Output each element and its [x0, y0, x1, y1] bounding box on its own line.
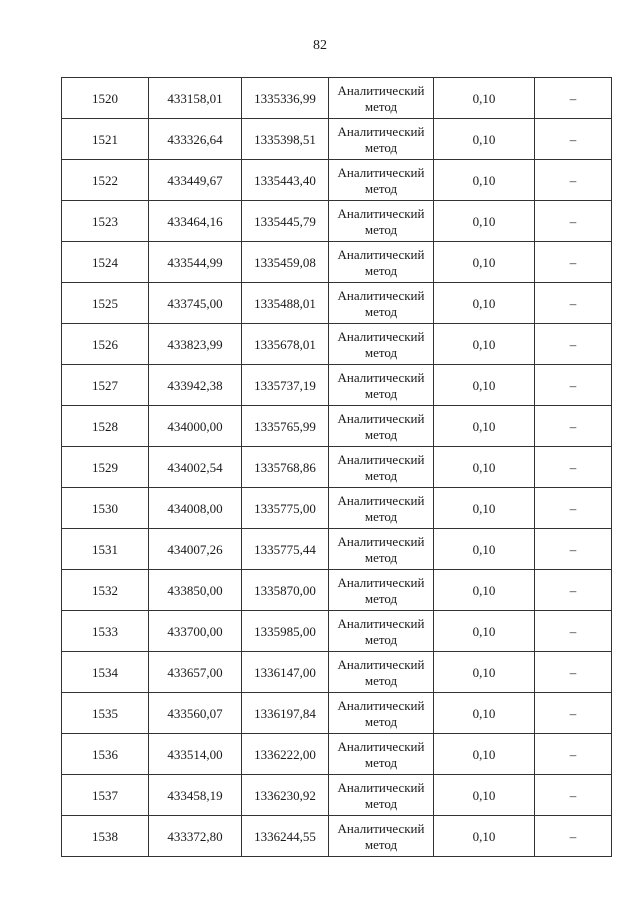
note-cell: –	[535, 160, 612, 201]
method-line-2: метод	[364, 590, 398, 606]
table-row	[62, 734, 612, 775]
y-coordinate-cell: 1336244,55	[242, 816, 329, 857]
point-number-cell: 1523	[62, 201, 149, 242]
method-cell	[329, 775, 434, 816]
x-coordinate-cell: 434008,00	[149, 488, 242, 529]
x-coordinate-cell: 434002,54	[149, 447, 242, 488]
method-line-2: метод	[364, 385, 398, 401]
x-coordinate-cell: 433560,07	[149, 693, 242, 734]
y-coordinate-cell: 1335336,99	[242, 78, 329, 119]
note-cell: –	[535, 78, 612, 119]
accuracy-cell: 0,10	[434, 693, 535, 734]
method-cell	[329, 447, 434, 488]
method-line-1: Аналитический	[337, 574, 425, 590]
method-line-2: метод	[364, 754, 398, 770]
y-coordinate-cell: 1336197,84	[242, 693, 329, 734]
y-coordinate-cell: 1336222,00	[242, 734, 329, 775]
accuracy-cell: 0,10	[434, 816, 535, 857]
table-row	[62, 365, 612, 406]
accuracy-cell: 0,10	[434, 242, 535, 283]
accuracy-cell: 0,10	[434, 160, 535, 201]
method-cell	[329, 734, 434, 775]
point-number-cell: 1531	[62, 529, 149, 570]
x-coordinate-cell: 433657,00	[149, 652, 242, 693]
table-row	[62, 242, 612, 283]
point-number-cell: 1533	[62, 611, 149, 652]
table-row	[62, 119, 612, 160]
coordinates-table	[61, 77, 612, 857]
accuracy-cell: 0,10	[434, 775, 535, 816]
accuracy-cell: 0,10	[434, 119, 535, 160]
y-coordinate-cell: 1335775,44	[242, 529, 329, 570]
method-line-1: Аналитический	[337, 246, 425, 262]
y-coordinate-cell: 1335775,00	[242, 488, 329, 529]
x-coordinate-cell: 433449,67	[149, 160, 242, 201]
method-line-2: метод	[364, 303, 398, 319]
point-number-cell: 1538	[62, 816, 149, 857]
method-line-1: Аналитический	[337, 451, 425, 467]
x-coordinate-cell: 434007,26	[149, 529, 242, 570]
method-cell	[329, 611, 434, 652]
point-number-cell: 1522	[62, 160, 149, 201]
y-coordinate-cell: 1335445,79	[242, 201, 329, 242]
y-coordinate-cell: 1335768,86	[242, 447, 329, 488]
table-row	[62, 611, 612, 652]
method-line-1: Аналитический	[337, 779, 425, 795]
table-row	[62, 406, 612, 447]
x-coordinate-cell: 433823,99	[149, 324, 242, 365]
method-line-2: метод	[364, 836, 398, 852]
method-line-1: Аналитический	[337, 820, 425, 836]
x-coordinate-cell: 433158,01	[149, 78, 242, 119]
accuracy-cell: 0,10	[434, 406, 535, 447]
table-row	[62, 283, 612, 324]
method-cell	[329, 816, 434, 857]
y-coordinate-cell: 1335737,19	[242, 365, 329, 406]
y-coordinate-cell: 1335398,51	[242, 119, 329, 160]
method-cell	[329, 406, 434, 447]
method-cell	[329, 160, 434, 201]
method-line-1: Аналитический	[337, 738, 425, 754]
note-cell: –	[535, 816, 612, 857]
y-coordinate-cell: 1335459,08	[242, 242, 329, 283]
method-line-1: Аналитический	[337, 410, 425, 426]
method-line-2: метод	[364, 672, 398, 688]
accuracy-cell: 0,10	[434, 447, 535, 488]
accuracy-cell: 0,10	[434, 570, 535, 611]
method-line-2: метод	[364, 221, 398, 237]
table-row	[62, 78, 612, 119]
method-line-2: метод	[364, 467, 398, 483]
point-number-cell: 1528	[62, 406, 149, 447]
table-row	[62, 324, 612, 365]
method-line-1: Аналитический	[337, 205, 425, 221]
note-cell: –	[535, 775, 612, 816]
note-cell: –	[535, 365, 612, 406]
y-coordinate-cell: 1336147,00	[242, 652, 329, 693]
note-cell: –	[535, 324, 612, 365]
method-line-2: метод	[364, 139, 398, 155]
method-line-1: Аналитический	[337, 615, 425, 631]
table-row	[62, 488, 612, 529]
method-cell	[329, 242, 434, 283]
point-number-cell: 1537	[62, 775, 149, 816]
accuracy-cell: 0,10	[434, 283, 535, 324]
accuracy-cell: 0,10	[434, 611, 535, 652]
method-line-2: метод	[364, 631, 398, 647]
x-coordinate-cell: 433372,80	[149, 816, 242, 857]
accuracy-cell: 0,10	[434, 324, 535, 365]
y-coordinate-cell: 1335443,40	[242, 160, 329, 201]
point-number-cell: 1521	[62, 119, 149, 160]
method-cell	[329, 119, 434, 160]
method-line-1: Аналитический	[337, 369, 425, 385]
method-cell	[329, 693, 434, 734]
table-row	[62, 775, 612, 816]
method-line-1: Аналитический	[337, 492, 425, 508]
table-row	[62, 652, 612, 693]
x-coordinate-cell: 433464,16	[149, 201, 242, 242]
method-line-2: метод	[364, 795, 398, 811]
method-line-2: метод	[364, 713, 398, 729]
method-cell	[329, 652, 434, 693]
note-cell: –	[535, 201, 612, 242]
table-row	[62, 570, 612, 611]
y-coordinate-cell: 1335488,01	[242, 283, 329, 324]
x-coordinate-cell: 433458,19	[149, 775, 242, 816]
accuracy-cell: 0,10	[434, 529, 535, 570]
method-cell	[329, 78, 434, 119]
page-number: 82	[313, 38, 327, 53]
note-cell: –	[535, 693, 612, 734]
note-cell: –	[535, 119, 612, 160]
point-number-cell: 1527	[62, 365, 149, 406]
point-number-cell: 1524	[62, 242, 149, 283]
x-coordinate-cell: 433544,99	[149, 242, 242, 283]
table-row	[62, 201, 612, 242]
method-cell	[329, 488, 434, 529]
accuracy-cell: 0,10	[434, 734, 535, 775]
point-number-cell: 1530	[62, 488, 149, 529]
method-line-1: Аналитический	[337, 123, 425, 139]
note-cell: –	[535, 652, 612, 693]
note-cell: –	[535, 242, 612, 283]
x-coordinate-cell: 433850,00	[149, 570, 242, 611]
x-coordinate-cell: 433745,00	[149, 283, 242, 324]
table-row	[62, 447, 612, 488]
x-coordinate-cell: 434000,00	[149, 406, 242, 447]
x-coordinate-cell: 433942,38	[149, 365, 242, 406]
method-line-2: метод	[364, 426, 398, 442]
note-cell: –	[535, 529, 612, 570]
method-line-2: метод	[364, 508, 398, 524]
method-line-1: Аналитический	[337, 328, 425, 344]
y-coordinate-cell: 1335870,00	[242, 570, 329, 611]
method-line-1: Аналитический	[337, 164, 425, 180]
note-cell: –	[535, 488, 612, 529]
accuracy-cell: 0,10	[434, 652, 535, 693]
method-line-2: метод	[364, 549, 398, 565]
method-line-2: метод	[364, 344, 398, 360]
point-number-cell: 1534	[62, 652, 149, 693]
point-number-cell: 1526	[62, 324, 149, 365]
accuracy-cell: 0,10	[434, 201, 535, 242]
point-number-cell: 1536	[62, 734, 149, 775]
method-line-1: Аналитический	[337, 656, 425, 672]
method-cell	[329, 365, 434, 406]
method-cell	[329, 529, 434, 570]
point-number-cell: 1520	[62, 78, 149, 119]
note-cell: –	[535, 447, 612, 488]
method-line-2: метод	[364, 98, 398, 114]
table-row	[62, 693, 612, 734]
method-line-1: Аналитический	[337, 287, 425, 303]
method-line-2: метод	[364, 180, 398, 196]
method-line-1: Аналитический	[337, 533, 425, 549]
method-cell	[329, 570, 434, 611]
note-cell: –	[535, 734, 612, 775]
method-cell	[329, 324, 434, 365]
table-row	[62, 529, 612, 570]
note-cell: –	[535, 406, 612, 447]
point-number-cell: 1535	[62, 693, 149, 734]
method-line-1: Аналитический	[337, 697, 425, 713]
note-cell: –	[535, 283, 612, 324]
y-coordinate-cell: 1335678,01	[242, 324, 329, 365]
table-row	[62, 160, 612, 201]
accuracy-cell: 0,10	[434, 365, 535, 406]
x-coordinate-cell: 433326,64	[149, 119, 242, 160]
x-coordinate-cell: 433700,00	[149, 611, 242, 652]
method-line-1: Аналитический	[337, 82, 425, 98]
accuracy-cell: 0,10	[434, 488, 535, 529]
method-cell	[329, 201, 434, 242]
y-coordinate-cell: 1336230,92	[242, 775, 329, 816]
method-cell	[329, 283, 434, 324]
point-number-cell: 1532	[62, 570, 149, 611]
note-cell: –	[535, 611, 612, 652]
method-line-2: метод	[364, 262, 398, 278]
coordinates-table-body	[62, 78, 612, 857]
note-cell: –	[535, 570, 612, 611]
y-coordinate-cell: 1335985,00	[242, 611, 329, 652]
y-coordinate-cell: 1335765,99	[242, 406, 329, 447]
table-row	[62, 816, 612, 857]
point-number-cell: 1525	[62, 283, 149, 324]
point-number-cell: 1529	[62, 447, 149, 488]
x-coordinate-cell: 433514,00	[149, 734, 242, 775]
accuracy-cell: 0,10	[434, 78, 535, 119]
